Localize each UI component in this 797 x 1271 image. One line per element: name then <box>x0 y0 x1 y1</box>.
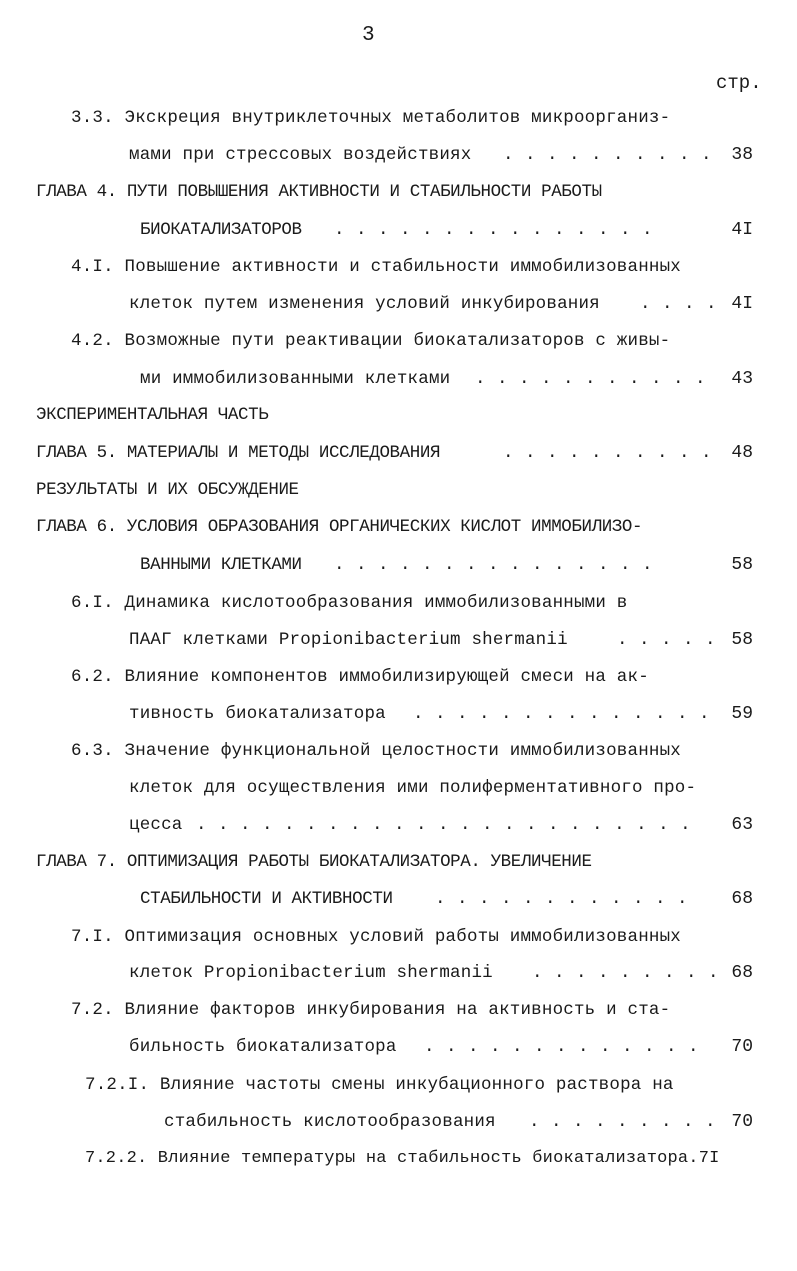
toc-page-number: 63 <box>731 815 753 835</box>
toc-entry-7-2-2: 7.2.2. Влияние температуры на стабильность биокатализатора.7I <box>85 1149 720 1168</box>
toc-page-number: 4I <box>731 294 753 314</box>
toc-entry-7-2-line2: бильность биокатализатора <box>129 1037 397 1057</box>
toc-entry-4-2-line1: 4.2. Возможные пути реактивации биокатализаторов с живы- <box>71 331 671 351</box>
toc-page-number: 43 <box>731 369 753 389</box>
toc-leader: . . . . . . . . . . <box>503 443 713 463</box>
toc-chapter-6-line2: ВАННЫМИ КЛЕТКАМИ <box>140 555 302 575</box>
toc-entry-3-3-line1: 3.3. Экскреция внутриклеточных метаболитов микроорганиз- <box>71 108 671 128</box>
toc-leader: . . . . . . . . . . . . <box>435 889 689 909</box>
toc-page-number: 70 <box>731 1037 753 1057</box>
toc-chapter-4-line2: БИОКАТАЛИЗАТОРОВ <box>140 220 302 240</box>
toc-entry-6-3-line1: 6.3. Значение функциональной целостности иммобилизованных <box>71 741 681 761</box>
toc-leader: . . . . <box>640 294 718 314</box>
toc-page-number: 38 <box>731 145 753 165</box>
toc-leader: . . . . . . . . . . . . . . . . . . . . . . . <box>196 815 692 835</box>
toc-leader: . . . . . . . . . . . . . . . <box>334 555 654 575</box>
toc-page-number: 58 <box>731 555 753 575</box>
toc-entry-7-2-1-line2: стабильность кислотообразования <box>164 1112 496 1132</box>
toc-leader: . . . . . . . . . . <box>503 145 713 165</box>
toc-page-number: 68 <box>731 889 753 909</box>
toc-chapter-6-line1: ГЛАВА 6. УСЛОВИЯ ОБРАЗОВАНИЯ ОРГАНИЧЕСКИХ КИСЛОТ ИММОБИЛИЗО- <box>36 517 643 537</box>
toc-page-number: 70 <box>731 1112 753 1132</box>
toc-entry-7-1-line1: 7.I. Оптимизация основных условий работы иммобилизованных <box>71 927 681 947</box>
toc-leader: . . . . . . . . . <box>529 1112 717 1132</box>
toc-page-number: 48 <box>731 443 753 463</box>
toc-leader: . . . . . . . . . . . . . <box>424 1037 700 1057</box>
toc-chapter-7-line1: ГЛАВА 7. ОПТИМИЗАЦИЯ РАБОТЫ БИОКАТАЛИЗАТОРА. УВЕЛИЧЕНИЕ <box>36 852 592 872</box>
toc-entry-7-1-line2: клеток Propionibacterium shermanii <box>129 963 493 983</box>
toc-section-experimental: ЭКСПЕРИМЕНТАЛЬНАЯ ЧАСТЬ <box>36 405 269 425</box>
toc-entry-6-1-line1: 6.I. Динамика кислотообразования иммобилизованными в <box>71 593 628 613</box>
toc-entry-6-2-line1: 6.2. Влияние компонентов иммобилизирующей смеси на ак- <box>71 667 649 687</box>
toc-page-number: 68 <box>731 963 753 983</box>
toc-chapter-5: ГЛАВА 5. МАТЕРИАЛЫ И МЕТОДЫ ИССЛЕДОВАНИЯ <box>36 443 441 463</box>
toc-page-number: 59 <box>731 704 753 724</box>
toc-leader: . . . . . . . . . . . <box>475 369 707 389</box>
toc-entry-4-1-line1: 4.I. Повышение активности и стабильности иммобилизованных <box>71 257 681 277</box>
toc-entry-4-2-line2: ми иммобилизованными клетками <box>140 369 451 389</box>
toc-leader: . . . . . . . . . . . . . . . <box>334 220 654 240</box>
toc-leader: . . . . . <box>617 630 717 650</box>
toc-entry-6-3-line3: цесса <box>129 815 183 835</box>
page-column-label: стр. <box>716 72 762 94</box>
page-number: 3 <box>362 24 375 47</box>
toc-entry-6-1-line2: ПААГ клетками Propionibacterium shermanii <box>129 630 568 650</box>
toc-entry-4-1-line2: клеток путем изменения условий инкубирования <box>129 294 600 314</box>
toc-chapter-7-line2: СТАБИЛЬНОСТИ И АКТИВНОСТИ <box>140 889 393 909</box>
toc-page-number: 4I <box>731 220 753 240</box>
toc-entry-7-2-line1: 7.2. Влияние факторов инкубирования на активность и ста- <box>71 1000 671 1020</box>
toc-page-number: 58 <box>731 630 753 650</box>
toc-leader: . . . . . . . . . . . . . . <box>413 704 711 724</box>
toc-section-results: РЕЗУЛЬТАТЫ И ИХ ОБСУЖДЕНИЕ <box>36 480 299 500</box>
toc-leader: . . . . . . . . . <box>532 963 720 983</box>
toc-entry-3-3-line2: мами при стрессовых воздействиях <box>129 145 472 165</box>
toc-entry-7-2-1-line1: 7.2.I. Влияние частоты смены инкубационного раствора на <box>85 1075 674 1095</box>
toc-entry-6-3-line2: клеток для осуществления ими полиферментативного про- <box>129 778 697 798</box>
toc-entry-6-2-line2: тивность биокатализатора <box>129 704 386 724</box>
toc-chapter-4-line1: ГЛАВА 4. ПУТИ ПОВЫШЕНИЯ АКТИВНОСТИ И СТАБИЛЬНОСТИ РАБОТЫ <box>36 182 602 202</box>
